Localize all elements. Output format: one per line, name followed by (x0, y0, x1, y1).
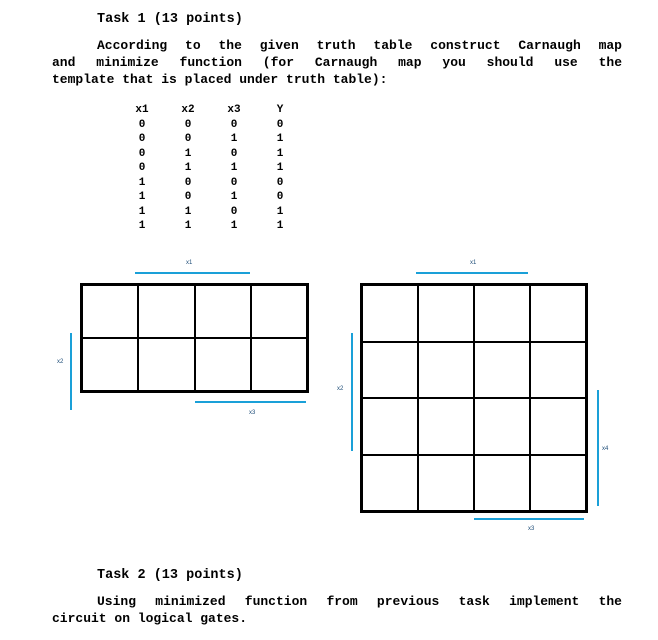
table-row (119, 161, 303, 176)
kmap-large-cell[interactable] (418, 285, 474, 342)
table-cell: 1 (138, 176, 146, 189)
table-cell: 1 (276, 162, 284, 175)
table-cell: 1 (184, 162, 192, 175)
kmap-small-cell[interactable] (251, 285, 307, 338)
table-cell: 1 (276, 147, 284, 160)
kmap-large-cell[interactable] (418, 342, 474, 399)
table-cell: 0 (230, 205, 238, 218)
table-cell: 1 (184, 147, 192, 160)
table-cell: 1 (276, 133, 284, 146)
truth-table-header (119, 103, 303, 118)
table-cell: 1 (230, 191, 238, 204)
kmap-small-x2-label: x2 (57, 359, 64, 365)
table-cell: 1 (184, 220, 192, 233)
kmap-large-x3-bar (474, 518, 584, 520)
table-cell: 0 (184, 118, 192, 131)
kmap-large-x2-label: x2 (337, 386, 344, 392)
table-cell: 1 (184, 205, 192, 218)
table-row (119, 190, 303, 205)
kmap-large-x1-bar (416, 272, 528, 274)
table-cell: 0 (138, 147, 146, 160)
table-cell: 1 (230, 220, 238, 233)
table-cell: 1 (276, 205, 284, 218)
task2-line: Using minimized function from previous task implement the (97, 594, 622, 609)
task1-description (52, 37, 622, 88)
table-cell: 0 (138, 162, 146, 175)
kmap-small-cell[interactable] (138, 285, 194, 338)
table-row (119, 205, 303, 220)
kmap-large-cell[interactable] (474, 455, 530, 512)
truth-table (119, 103, 303, 234)
task1-title: Task 1 (13 points) (97, 12, 243, 27)
table-cell: 0 (184, 133, 192, 146)
table-cell: 1 (230, 133, 238, 146)
table-row (119, 147, 303, 162)
task2-line: circuit on logical gates. (52, 611, 248, 626)
table-cell: 1 (138, 205, 146, 218)
kmap-large-x2-bar (351, 333, 353, 451)
kmap-large-x1-label: x1 (470, 260, 477, 266)
kmap-large-cell[interactable] (362, 398, 418, 455)
table-cell: 0 (276, 118, 284, 131)
kmap-small-x1-bar (135, 272, 250, 274)
header-x3: x3 (227, 104, 241, 117)
kmap-large-x4-label: x4 (602, 446, 609, 452)
kmap-small-cell[interactable] (251, 338, 307, 391)
kmap-large-cell[interactable] (418, 455, 474, 512)
table-cell: 1 (276, 220, 284, 233)
task1-line: and minimize function (for Carnaugh map you should use the (52, 55, 622, 70)
header-y: Y (276, 104, 284, 117)
kmap-small-grid[interactable] (80, 283, 309, 393)
task2-description (52, 593, 622, 627)
kmap-large-cell[interactable] (530, 455, 586, 512)
kmap-large-cell[interactable] (362, 342, 418, 399)
task1-line: template that is placed under truth table): (52, 72, 388, 87)
table-cell: 1 (230, 162, 238, 175)
kmap-small-cell[interactable] (195, 285, 251, 338)
kmap-large-x3-label: x3 (528, 526, 535, 532)
header-x1: x1 (135, 104, 149, 117)
kmap-small-x1-label: x1 (186, 260, 193, 266)
kmap-large-cell[interactable] (530, 398, 586, 455)
table-cell: 0 (138, 133, 146, 146)
table-cell: 0 (276, 191, 284, 204)
table-row (119, 132, 303, 147)
kmap-large-cell[interactable] (530, 285, 586, 342)
table-cell: 0 (184, 191, 192, 204)
table-cell: 0 (230, 118, 238, 131)
kmap-small-cell[interactable] (138, 338, 194, 391)
kmap-large-cell[interactable] (474, 285, 530, 342)
table-row (119, 176, 303, 191)
table-cell: 0 (184, 176, 192, 189)
kmap-small-x2-bar (70, 333, 72, 410)
kmap-large-cell[interactable] (418, 398, 474, 455)
kmap-large-cell[interactable] (474, 342, 530, 399)
kmap-large-cell[interactable] (362, 455, 418, 512)
kmap-large-cell[interactable] (362, 285, 418, 342)
kmap-small-x3-label: x3 (249, 410, 256, 416)
table-cell: 1 (138, 220, 146, 233)
task1-line: According to the given truth table construct Carnaugh map (97, 38, 622, 53)
table-cell: 0 (230, 176, 238, 189)
kmap-large-x4-bar (597, 390, 599, 506)
kmap-small-cell[interactable] (195, 338, 251, 391)
kmap-large-grid[interactable] (360, 283, 588, 513)
table-cell: 0 (230, 147, 238, 160)
kmap-small-cell[interactable] (82, 338, 138, 391)
task2-title: Task 2 (13 points) (97, 568, 243, 583)
table-row (119, 219, 303, 234)
table-row (119, 118, 303, 133)
kmap-large-cell[interactable] (530, 342, 586, 399)
table-cell: 0 (138, 118, 146, 131)
kmap-small-cell[interactable] (82, 285, 138, 338)
kmap-large-cell[interactable] (474, 398, 530, 455)
table-cell: 0 (276, 176, 284, 189)
header-x2: x2 (181, 104, 195, 117)
kmap-small-x3-bar (195, 401, 306, 403)
table-cell: 1 (138, 191, 146, 204)
